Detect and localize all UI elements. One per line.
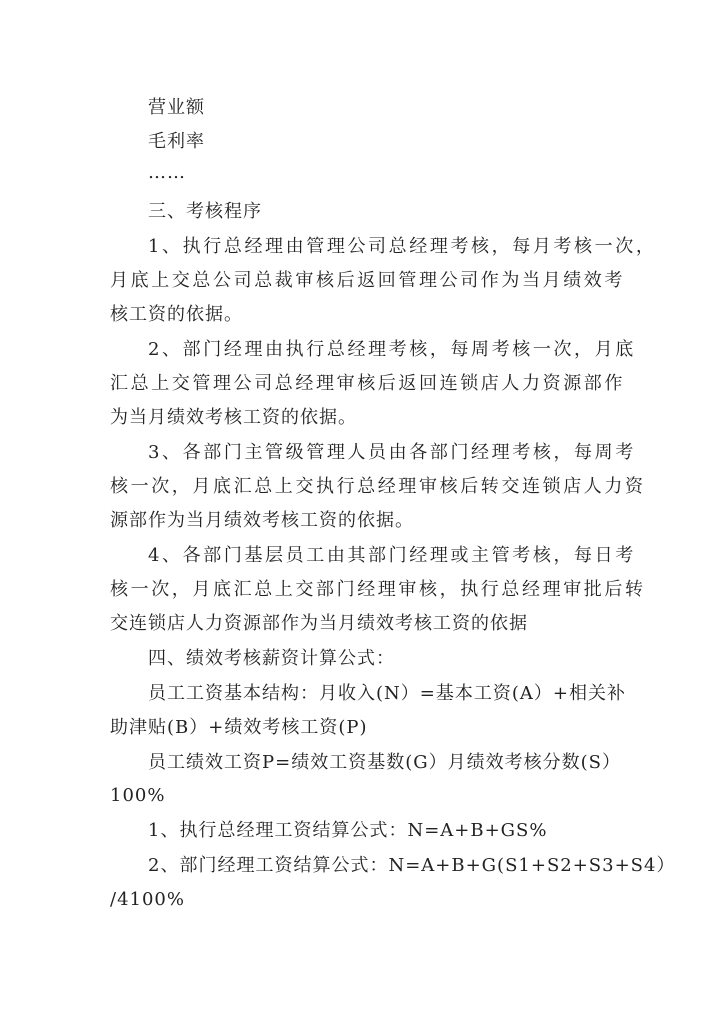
paragraph-line: 核一次，月底汇总上交部门经理审核，执行总经理审批后转 — [110, 579, 646, 600]
paragraph-line: 员工工资基本结构：月收入(N）=基本工资(A）+相关补 — [148, 683, 626, 704]
paragraph-line: 汇总上交管理公司总经理审核后返回连锁店人力资源部作 — [110, 373, 625, 394]
list-item-ellipsis: …… — [148, 162, 186, 183]
paragraph-line: 2、部门经理由执行总经理考核，每周考核一次，月底 — [148, 339, 636, 360]
formula-line: 2、部门经理工资结算公式：N=A+B+G(S1+S2+S3+S4） — [148, 855, 676, 876]
formula-line: /4100% — [110, 889, 185, 910]
paragraph-line: 月底上交总公司总裁审核后返回管理公司作为当月绩效考 — [110, 270, 625, 291]
paragraph-line: 1、执行总经理由管理公司总经理考核，每月考核一次， — [148, 236, 657, 257]
section-heading-formula: 四、绩效考核薪资计算公式： — [148, 648, 395, 669]
paragraph-line: 为当月绩效考核工资的依据。 — [110, 407, 357, 428]
paragraph-line: 员工绩效工资P=绩效工资基数(G）月绩效考核分数(S） — [148, 752, 621, 773]
list-item-gross-margin: 毛利率 — [148, 131, 205, 152]
paragraph-line: 3、各部门主管级管理人员由各部门经理考核，每周考 — [148, 442, 636, 463]
formula-line: 1、执行总经理工资结算公式：N=A+B+GS% — [148, 820, 548, 841]
paragraph-line: 源部作为当月绩效考核工资的依据。 — [110, 510, 414, 531]
paragraph-line: 助津贴(B）+绩效考核工资(P) — [110, 717, 368, 738]
paragraph-line: 交连锁店人力资源部作为当月绩效考核工资的依据 — [110, 613, 528, 634]
paragraph-line: 核一次，月底汇总上交执行总经理审核后转交连锁店人力资 — [110, 476, 646, 497]
paragraph-line: 4、各部门基层员工由其部门经理或主管考核，每日考 — [148, 545, 636, 566]
paragraph-line: 核工资的依据。 — [110, 304, 243, 325]
paragraph-line: 100% — [110, 785, 166, 806]
list-item-revenue: 营业额 — [148, 97, 205, 118]
section-heading-procedure: 三、考核程序 — [148, 201, 262, 222]
